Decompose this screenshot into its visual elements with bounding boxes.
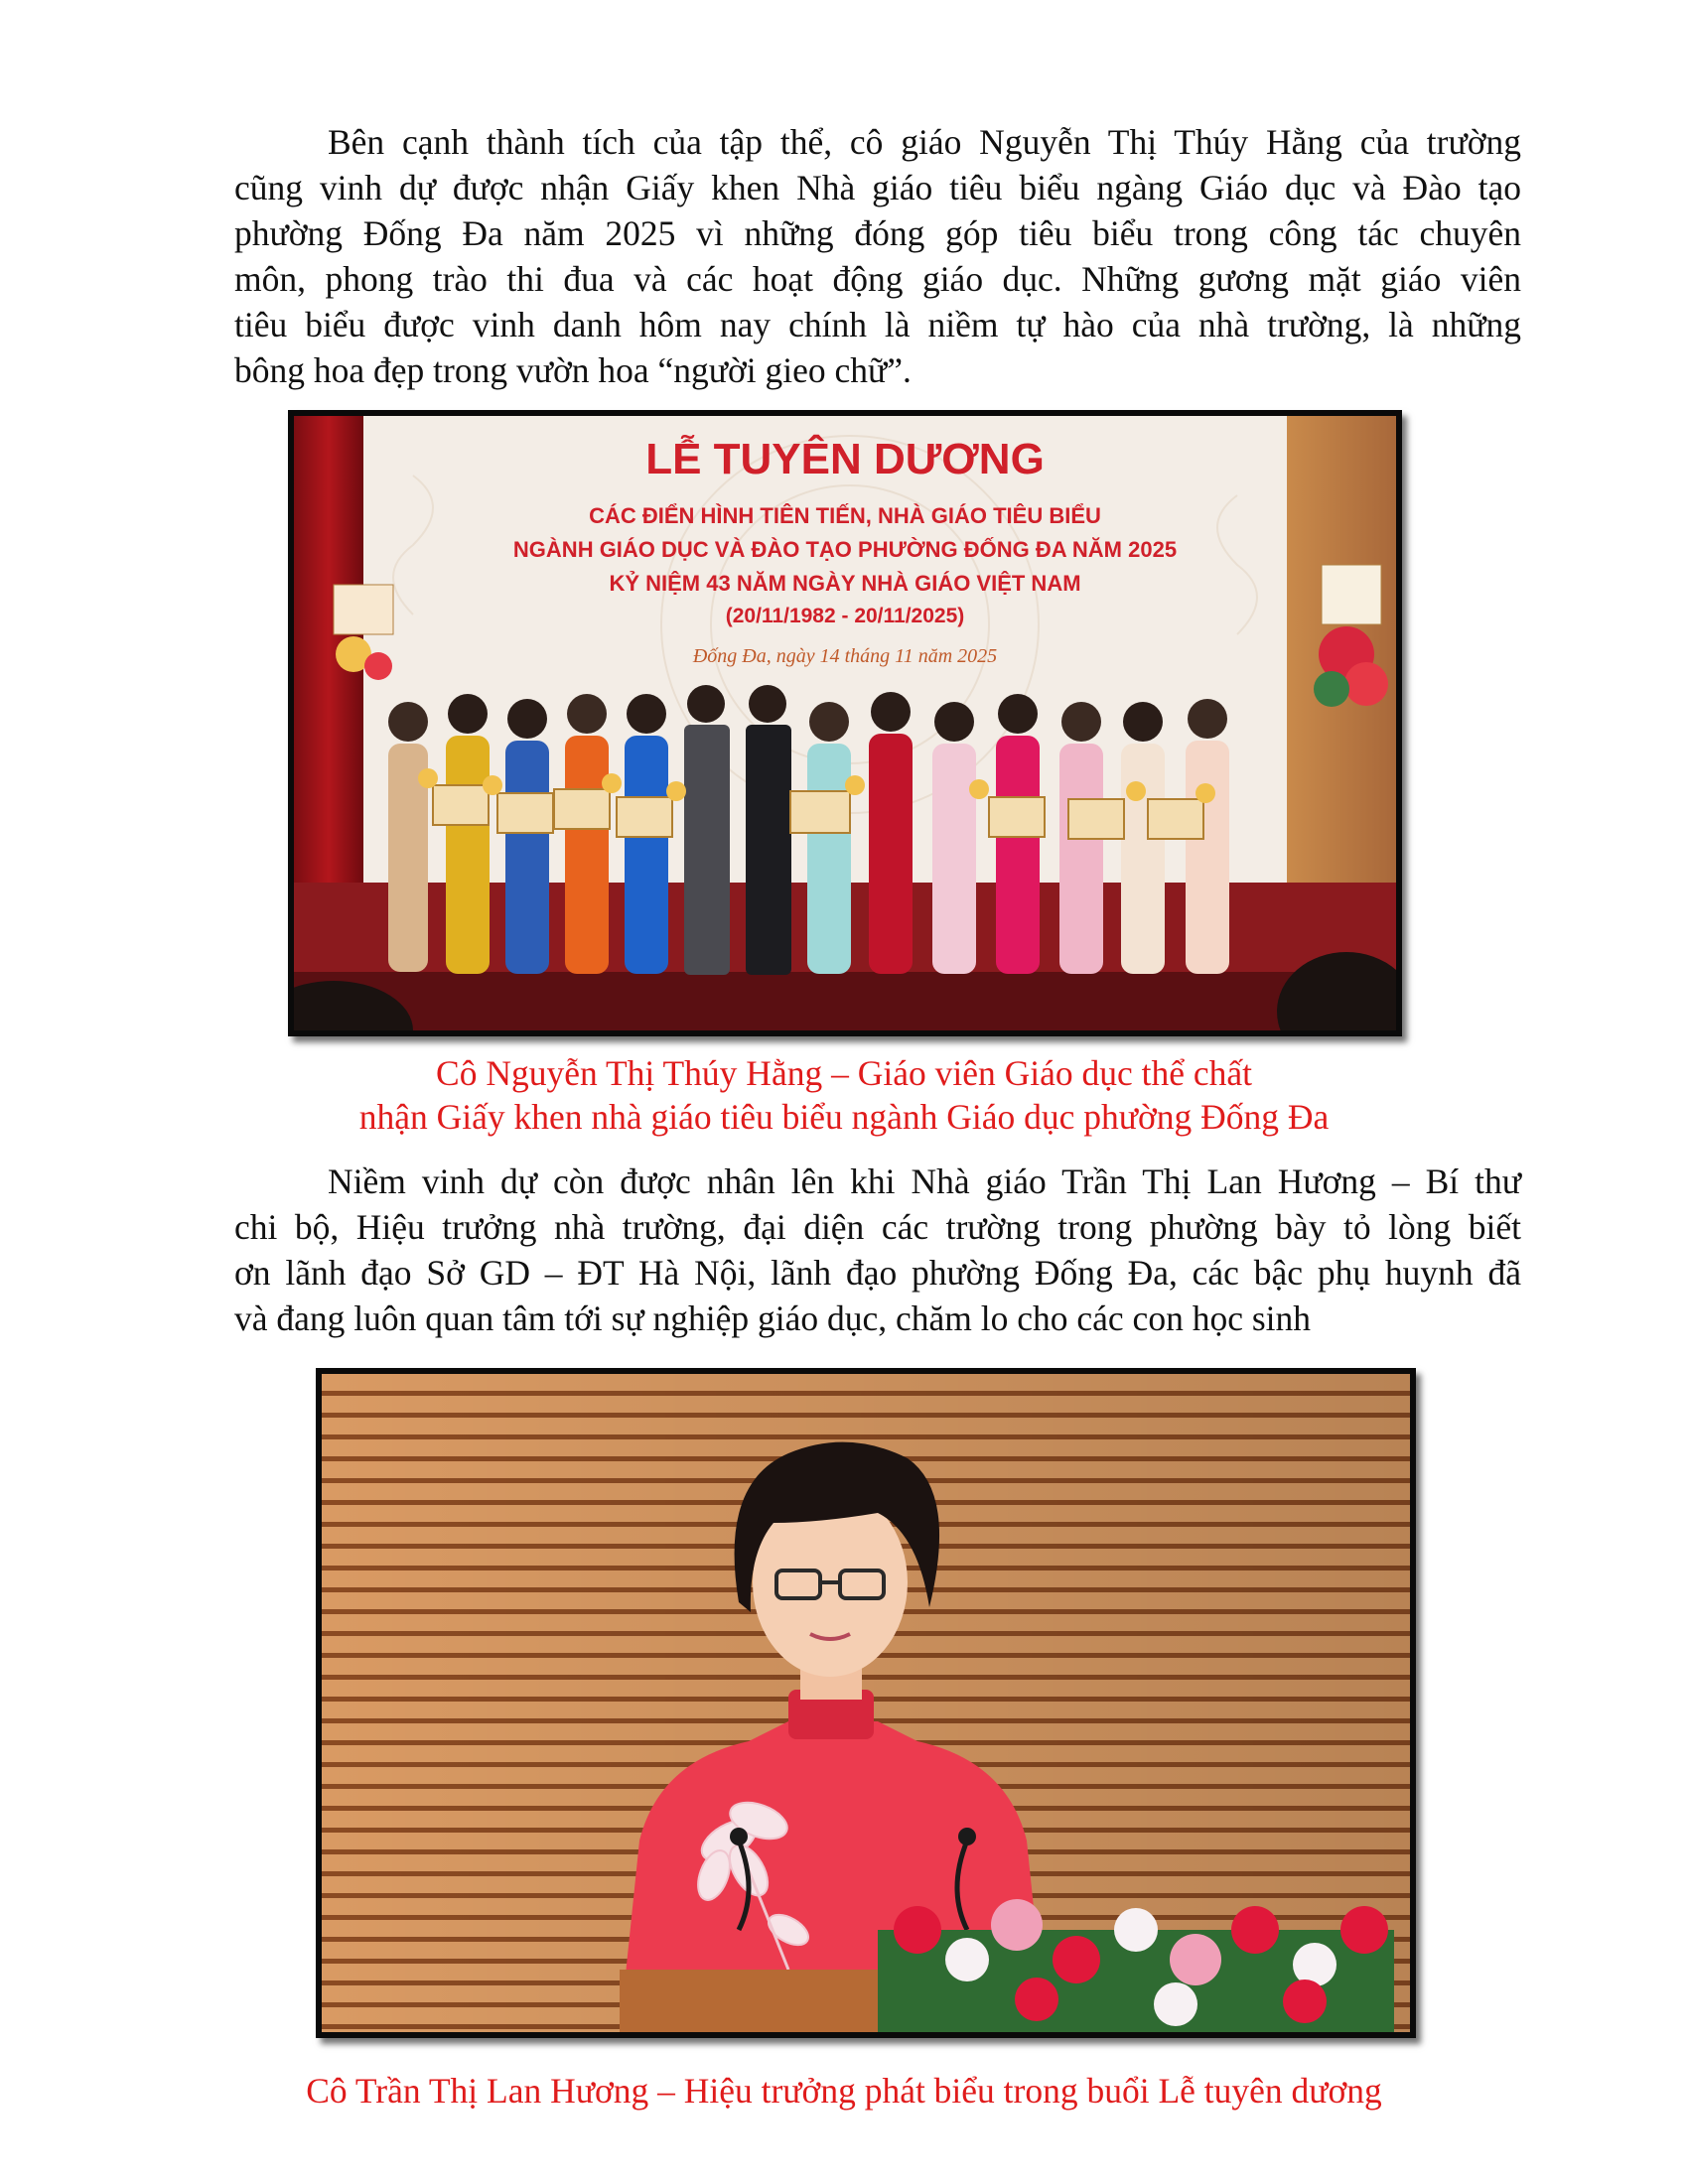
paragraph-line: Bên cạnh thành tích của tập thể, cô giáo Nguyễn Thị Thúy Hằng của trường [328,122,1521,162]
paragraph-line: phường Đống Đa năm 2025 vì những đóng góp tiêu biểu trong công tác chuyên [234,213,1521,253]
paragraph-line: môn, phong trào thi đua và các hoạt động giáo dục. Những gương mặt giáo viên [234,259,1521,299]
photo-caption-1 [149,1051,1539,1139]
paragraph-line: ơn lãnh đạo Sở GD – ĐT Hà Nội, lãnh đạo phường Đống Đa, các bậc phụ huynh đã [234,1253,1521,1293]
paragraph-line: cũng vinh dự được nhận Giấy khen Nhà giáo tiêu biểu ngàng Giáo dục và Đào tạo [234,168,1521,207]
banner-line-3: KỶ NIỆM 43 NĂM NGÀY NHÀ GIÁO VIỆT NAM [609,571,1081,596]
paragraph-line: bông hoa đẹp trong vườn hoa “người gieo chữ”. [234,350,912,390]
award-ceremony-illustration [294,416,1396,1030]
paragraph-line: Niềm vinh dự còn được nhân lên khi Nhà giáo Trần Thị Lan Hương – Bí thư [328,1161,1521,1201]
award-ceremony-photo [288,410,1402,1036]
caption-line: Cô Trần Thị Lan Hương – Hiệu trưởng phát biểu trong buổi Lễ tuyên dương [306,2071,1382,2111]
banner-line-1: CÁC ĐIỂN HÌNH TIÊN TIẾN, NHÀ GIÁO TIÊU BIỂU [589,503,1101,528]
banner-date: Đống Đa, ngày 14 tháng 11 năm 2025 [692,645,998,667]
paragraph-line: tiêu biểu được vinh danh hôm nay chính là niềm tự hào của nhà trường, là những [234,305,1521,344]
paragraph-line: và đang luôn quan tâm tới sự nghiệp giáo dục, chăm lo cho các con học sinh [234,1298,1311,1338]
principal-speech-photo [316,1368,1416,2038]
principal-speech-illustration [322,1374,1410,2032]
paragraph-gratitude [234,1159,1521,1341]
caption-line: Cô Nguyễn Thị Thúy Hằng – Giáo viên Giáo dục thể chất [436,1053,1252,1093]
banner-title: LỄ TUYÊN DƯƠNG [645,435,1045,483]
caption-line: nhận Giấy khen nhà giáo tiêu biểu ngành Giáo dục phường Đống Đa [358,1097,1330,1137]
photo-caption-2 [149,2069,1539,2113]
banner-line-4: (20/11/1982 - 20/11/2025) [725,605,965,627]
paragraph-achievement [234,119,1521,393]
paragraph-line: chi bộ, Hiệu trưởng nhà trường, đại diện các trường trong phường bày tỏ lòng biết [234,1207,1521,1247]
banner-line-2: NGÀNH GIÁO DỤC VÀ ĐÀO TẠO PHƯỜNG ĐỐNG ĐA NĂM 2025 [512,537,1178,562]
